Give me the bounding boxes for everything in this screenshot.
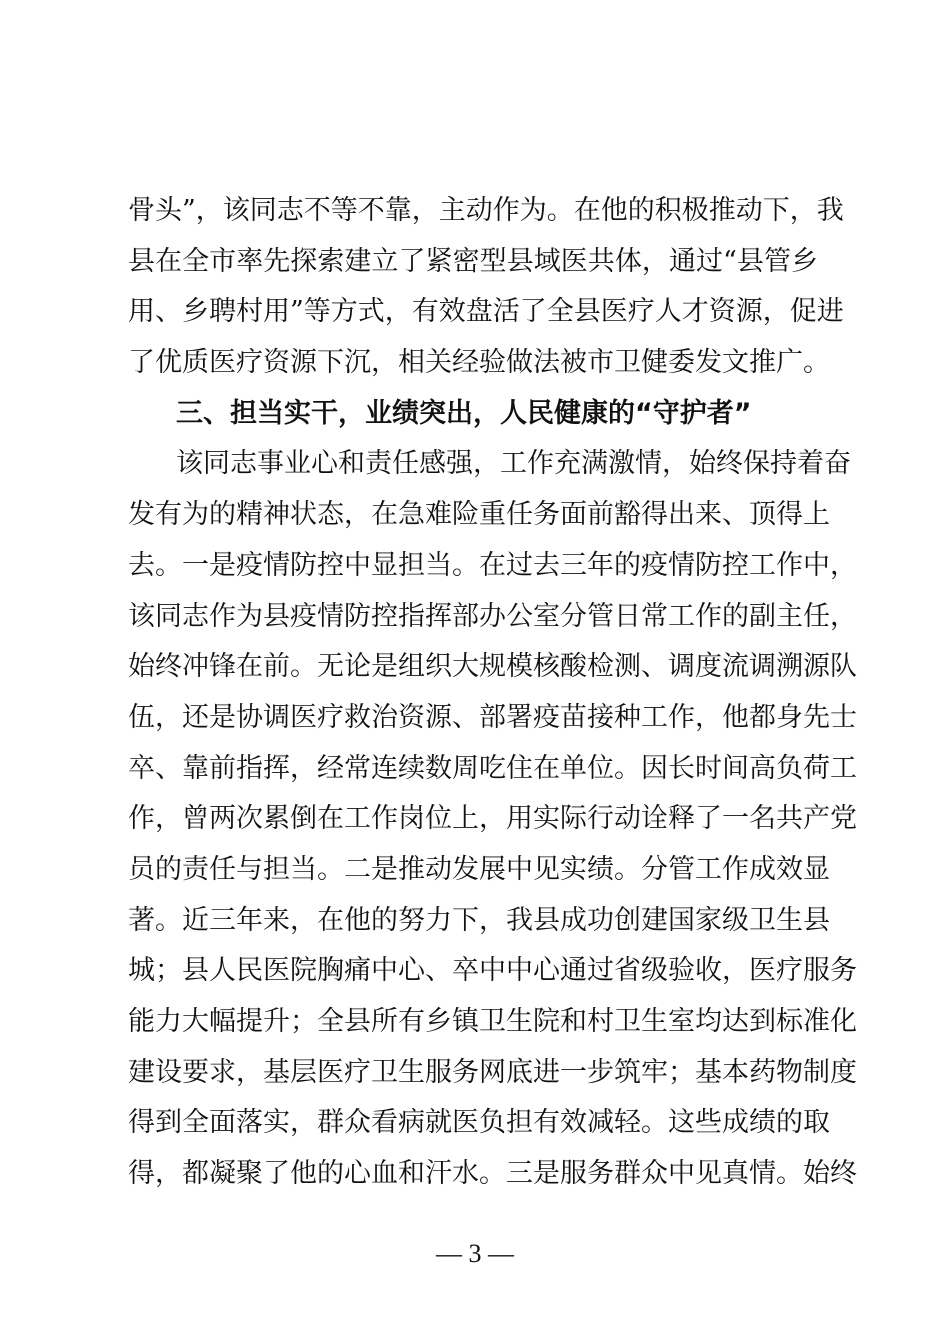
paragraph-line: 卒、靠前指挥，经常连续数周吃住在单位。因长时间高负荷工 [128, 752, 857, 784]
body-text [128, 186, 857, 1200]
paragraph-line: 用、乡聘村用”等方式，有效盘活了全县医疗人才资源，促进 [128, 296, 844, 328]
paragraph-line: 骨头”，该同志不等不靠，主动作为。在他的积极推动下，我 [128, 195, 844, 226]
paragraph-line: 去。一是疫情防控中显担当。在过去三年的疫情防控工作中， [128, 549, 857, 581]
paragraph-line: 发有为的精神状态，在急难险重任务面前豁得出来、顶得上 [128, 499, 830, 531]
paragraph-line: 能力大幅提升；全县所有乡镇卫生院和村卫生室均达到标准化 [128, 1006, 857, 1037]
paragraph-line: 了优质医疗资源下沉，相关经验做法被市卫健委发文推广。 [128, 347, 830, 379]
paragraph-line: 员的责任与担当。二是推动发展中见实绩。分管工作成效显 [128, 853, 830, 885]
paragraph-line: 该同志事业心和责任感强，工作充满激情，始终保持着奋 [176, 448, 851, 480]
paragraph-line: 得，都凝聚了他的心血和汗水。三是服务群众中见真情。始终 [128, 1158, 857, 1190]
paragraph-line: 城；县人民医院胸痛中心、卒中中心通过省级验收，医疗服务 [128, 955, 857, 987]
paragraph-line: 伍，还是协调医疗救治资源、部署疫苗接种工作，他都身先士 [128, 701, 857, 733]
paragraph-line: 建设要求，基层医疗卫生服务网底进一步筑牢；基本药物制度 [128, 1056, 857, 1088]
paragraph-line: 始终冲锋在前。无论是组织大规模核酸检测、调度流调溯源队 [128, 651, 857, 683]
paragraph-line: 得到全面落实，群众看病就医负担有效减轻。这些成绩的取 [128, 1107, 830, 1139]
paragraph-line: 作，曾两次累倒在工作岗位上，用实际行动诠释了一名共产党 [128, 803, 857, 835]
section-heading: 三、担当实干，业绩突出，人民健康的“守护者” [176, 397, 752, 429]
paragraph-line: 县在全市率先探索建立了紧密型县域医共体，通过“县管乡 [128, 245, 818, 277]
paragraph-line: 该同志作为县疫情防控指挥部办公室分管日常工作的副主任， [128, 600, 857, 632]
page-number: — 3 — [436, 1239, 514, 1268]
paragraph-line: 著。近三年来，在他的努力下，我县成功创建国家级卫生县 [128, 904, 830, 936]
